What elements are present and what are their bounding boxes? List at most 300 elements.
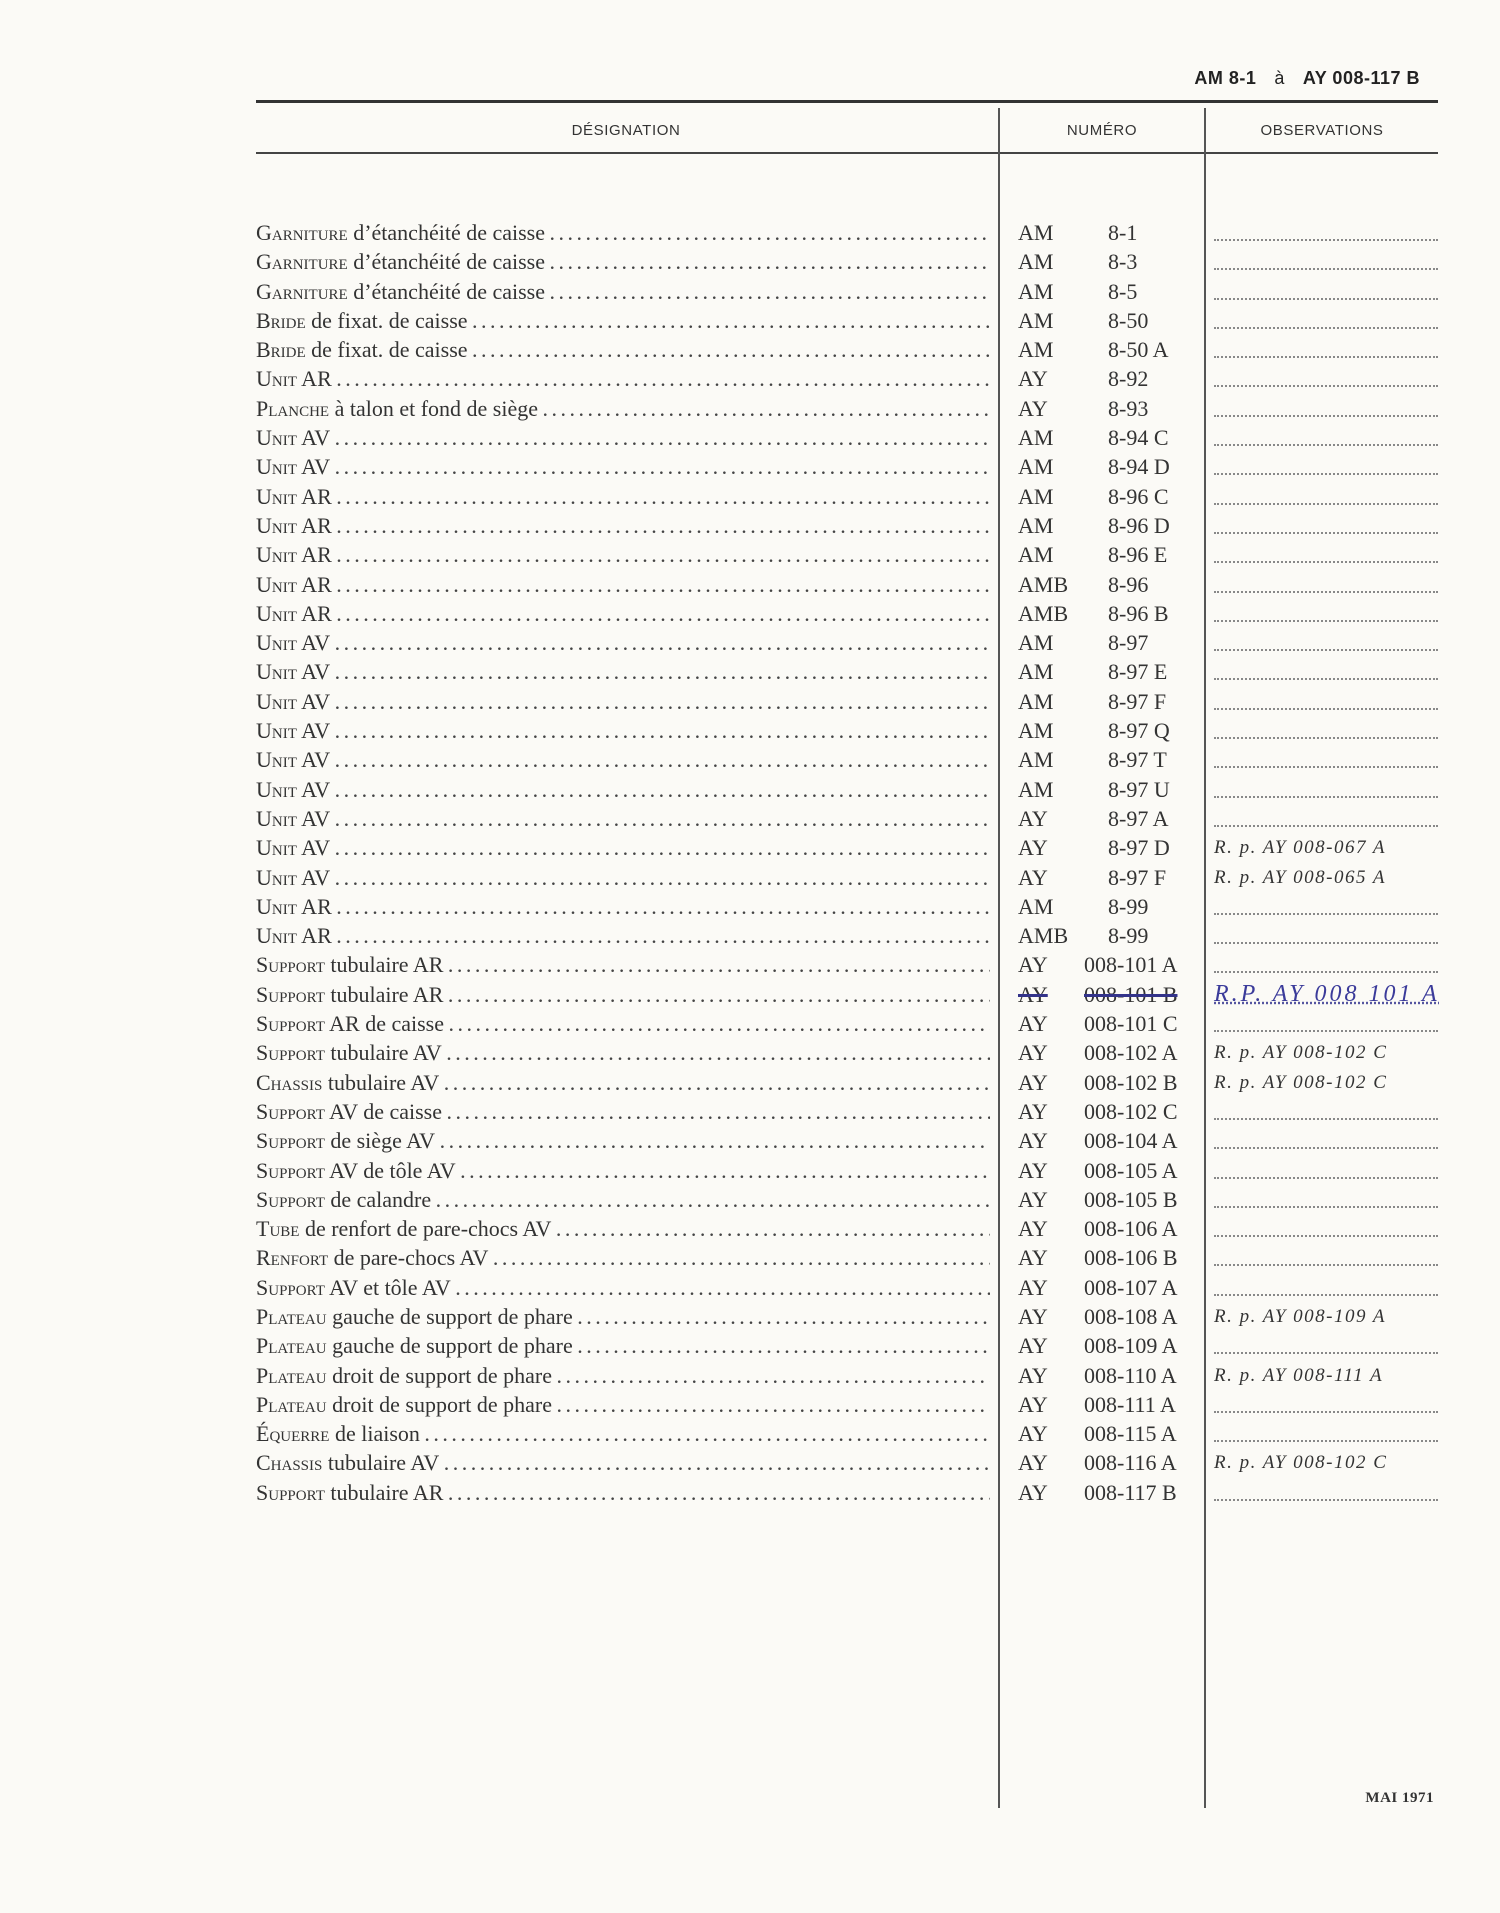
observation-cell [1214, 247, 1438, 270]
designation-part-name: Support [256, 1011, 325, 1037]
numero-reference: 8-5 [1108, 278, 1138, 304]
designation-part-name: Unit [256, 923, 297, 949]
numero-reference: 8-97 [1108, 630, 1149, 656]
designation-part-name: Bride [256, 337, 306, 363]
numero-series: AY [1018, 1245, 1048, 1271]
page-reference [1194, 68, 1420, 89]
designation-part-name: Chassis [256, 1450, 323, 1476]
observation-cell [1214, 599, 1438, 622]
observation-cell [1214, 218, 1438, 241]
table-row [256, 1390, 1438, 1419]
designation-part-name: Tube [256, 1216, 300, 1242]
designation-part-name: Garniture [256, 249, 348, 275]
table-row [256, 1478, 1438, 1507]
numero-series: AY [1018, 1040, 1048, 1066]
designation-detail: AV [296, 630, 331, 656]
designation-part-name: Unit [256, 688, 297, 714]
table-row [256, 335, 1438, 364]
numero-series: AY [1018, 864, 1048, 890]
designation-part-name: Support [256, 1040, 325, 1066]
table-row [256, 657, 1438, 686]
table-row [256, 247, 1438, 276]
designation-part-name: Support [256, 1479, 325, 1505]
table-row [256, 1273, 1438, 1302]
designation-cell [256, 1068, 990, 1097]
table-row [256, 364, 1438, 393]
numero-reference: 008-115 A [1084, 1421, 1177, 1447]
numero-reference: 8-97 Q [1108, 718, 1170, 744]
numero-reference: 008-117 B [1084, 1479, 1177, 1505]
designation-part-name: Unit [256, 542, 297, 568]
observation-cell [1214, 775, 1438, 798]
designation-part-name: Unit [256, 864, 297, 890]
designation-part-name: Unit [256, 630, 297, 656]
observation-cell: R. p. AY 008-111 A [1214, 1364, 1384, 1386]
numero-reference: 008-116 A [1084, 1450, 1177, 1476]
designation-cell [256, 716, 990, 745]
designation-part-name: Unit [256, 718, 297, 744]
numero-series: AY [1018, 1157, 1048, 1183]
designation-detail: gauche de support de phare [326, 1333, 573, 1359]
designation-detail: droit de support de phare [326, 1362, 552, 1388]
numero-series: AMB [1018, 923, 1069, 949]
designation-cell [256, 1243, 990, 1272]
numero-reference: 008-101 B [1084, 981, 1178, 1007]
observation-cell [1214, 628, 1438, 651]
table-row [256, 306, 1438, 335]
designation-detail: de pare-chocs AV [328, 1245, 489, 1271]
numero-reference: 8-97 D [1108, 835, 1170, 861]
numero-series: AM [1018, 542, 1054, 568]
numero-series: AY [1018, 805, 1048, 831]
designation-part-name: Unit [256, 747, 297, 773]
numero-series: AM [1018, 630, 1054, 656]
table-row [256, 921, 1438, 950]
designation-detail: AR [296, 923, 332, 949]
numero-reference: 008-106 B [1084, 1245, 1178, 1271]
designation-cell [256, 804, 990, 833]
designation-detail: AV [296, 776, 331, 802]
designation-detail: droit de support de phare [326, 1391, 552, 1417]
designation-detail: AV [296, 747, 331, 773]
numero-reference: 008-102 B [1084, 1069, 1178, 1095]
table-row [256, 745, 1438, 774]
designation-detail: AV [296, 864, 331, 890]
observation-handwritten-note: R.P. AY 008 101 A [1214, 980, 1440, 1007]
designation-cell [256, 364, 990, 393]
designation-cell [256, 1302, 990, 1331]
designation-detail: d’étanchéité de caisse [347, 249, 545, 275]
parts-table [256, 218, 1438, 1507]
numero-series: AY [1018, 1450, 1048, 1476]
designation-part-name: Support [256, 1274, 325, 1300]
designation-cell [256, 1038, 990, 1067]
designation-detail: gauche de support de phare [326, 1303, 573, 1329]
observation-cell [1214, 1478, 1438, 1501]
designation-cell [256, 247, 990, 276]
table-row [256, 1302, 1438, 1331]
page-ref-start: AM 8-1 [1194, 68, 1257, 88]
observation-cell [1214, 1419, 1438, 1442]
designation-cell [256, 628, 990, 657]
column-header-observations: OBSERVATIONS [1260, 122, 1384, 139]
observation-cell [1214, 1390, 1438, 1413]
observation-cell: R. p. AY 008-102 C [1214, 1042, 1388, 1064]
numero-series: AY [1018, 395, 1048, 421]
observation-cell [1214, 306, 1438, 329]
designation-detail: de calandre [324, 1186, 432, 1212]
table-row [256, 1419, 1438, 1448]
designation-cell [256, 687, 990, 716]
designation-detail: tubulaire AR [324, 981, 444, 1007]
designation-cell [256, 1097, 990, 1126]
numero-series: AY [1018, 1186, 1048, 1212]
numero-reference: 8-99 [1108, 923, 1149, 949]
numero-series: AY [1018, 1479, 1048, 1505]
designation-part-name: Support [256, 1098, 325, 1124]
numero-series: AY [1018, 1333, 1048, 1359]
designation-part-name: Unit [256, 893, 297, 919]
designation-detail: d’étanchéité de caisse [347, 220, 545, 245]
observation-cell [1214, 1331, 1438, 1354]
designation-cell [256, 482, 990, 511]
table-row [256, 394, 1438, 423]
observation-cell [1214, 394, 1438, 417]
table-row [256, 452, 1438, 481]
designation-cell [256, 1156, 990, 1185]
designation-cell [256, 745, 990, 774]
designation-detail: de siège AV [324, 1128, 436, 1154]
designation-cell [256, 980, 990, 1009]
designation-cell [256, 1273, 990, 1302]
numero-reference: 8-96 B [1108, 600, 1169, 626]
table-row [256, 218, 1438, 247]
numero-reference: 008-106 A [1084, 1216, 1178, 1242]
designation-part-name: Unit [256, 659, 297, 685]
table-row [256, 540, 1438, 569]
observation-cell: R. p. AY 008-067 A [1214, 837, 1386, 859]
numero-series: AY [1018, 1098, 1048, 1124]
designation-part-name: Plateau [256, 1303, 327, 1329]
observation-cell [1214, 1185, 1438, 1208]
observation-cell [1214, 1156, 1438, 1179]
table-row [256, 1038, 1438, 1067]
numero-reference: 8-97 A [1108, 805, 1169, 831]
numero-series: AM [1018, 249, 1054, 275]
numero-series: AM [1018, 307, 1054, 333]
table-row [256, 1156, 1438, 1185]
table-row [256, 687, 1438, 716]
designation-part-name: Unit [256, 805, 297, 831]
column-header-numero: NUMÉRO [1066, 122, 1138, 139]
observation-cell: R. p. AY 008-102 C [1214, 1452, 1388, 1474]
numero-series: AY [1018, 1011, 1048, 1037]
table-row [256, 1009, 1438, 1038]
numero-reference: 008-108 A [1084, 1303, 1178, 1329]
observation-cell: R. p. AY 008-065 A [1214, 866, 1386, 888]
designation-part-name: Support [256, 952, 325, 978]
table-row [256, 1361, 1438, 1390]
numero-reference: 8-1 [1108, 220, 1138, 245]
observation-cell [1214, 1009, 1438, 1032]
numero-series: AY [1018, 1362, 1048, 1388]
numero-reference: 008-105 B [1084, 1186, 1178, 1212]
designation-detail: AR [296, 512, 332, 538]
numero-series: AM [1018, 483, 1054, 509]
numero-series: AM [1018, 425, 1054, 451]
designation-detail: AV de tôle AV [324, 1157, 456, 1183]
table-row [256, 511, 1438, 540]
page-ref-separator: à [1274, 68, 1285, 88]
observation-cell [1214, 1214, 1438, 1237]
designation-cell [256, 1214, 990, 1243]
numero-reference: 8-97 F [1108, 688, 1167, 714]
designation-part-name: Support [256, 1186, 325, 1212]
designation-cell [256, 657, 990, 686]
designation-cell [256, 921, 990, 950]
numero-series: AY [1018, 1216, 1048, 1242]
designation-part-name: Unit [256, 512, 297, 538]
numero-series: AY [1018, 981, 1048, 1007]
designation-detail: AR [296, 366, 332, 392]
numero-reference: 8-3 [1108, 249, 1138, 275]
table-row [256, 599, 1438, 628]
numero-series: AMB [1018, 571, 1069, 597]
numero-reference: 008-110 A [1084, 1362, 1177, 1388]
designation-cell [256, 277, 990, 306]
designation-part-name: Unit [256, 483, 297, 509]
numero-series: AM [1018, 454, 1054, 480]
designation-detail: AV [296, 688, 331, 714]
designation-part-name: Plateau [256, 1362, 327, 1388]
numero-reference: 008-111 A [1084, 1391, 1176, 1417]
table-row [256, 716, 1438, 745]
designation-detail: de fixat. de caisse [305, 307, 468, 333]
top-rule [256, 100, 1438, 103]
table-row [256, 892, 1438, 921]
designation-part-name: Unit [256, 454, 297, 480]
designation-detail: AR [296, 600, 332, 626]
numero-series: AM [1018, 776, 1054, 802]
numero-series: AM [1018, 893, 1054, 919]
designation-part-name: Unit [256, 776, 297, 802]
footer-date: MAI 1971 [1365, 1790, 1434, 1806]
designation-cell [256, 394, 990, 423]
numero-series: AM [1018, 747, 1054, 773]
designation-part-name: Plateau [256, 1333, 327, 1359]
numero-series: AMB [1018, 600, 1069, 626]
designation-part-name: Garniture [256, 278, 348, 304]
observation-cell [1214, 511, 1438, 534]
numero-reference: 8-97 U [1108, 776, 1170, 802]
designation-part-name: Unit [256, 835, 297, 861]
table-row [256, 1243, 1438, 1272]
designation-cell [256, 306, 990, 335]
numero-series: AM [1018, 688, 1054, 714]
numero-reference: 8-96 C [1108, 483, 1169, 509]
designation-cell [256, 511, 990, 540]
observation-cell [1214, 1273, 1438, 1296]
numero-reference: 008-101 C [1084, 1011, 1178, 1037]
observation-cell [1214, 335, 1438, 358]
numero-reference: 8-92 [1108, 366, 1149, 392]
observation-cell [1214, 423, 1438, 446]
designation-part-name: Chassis [256, 1069, 323, 1095]
designation-part-name: Unit [256, 600, 297, 626]
designation-cell [256, 599, 990, 628]
numero-series: AY [1018, 952, 1048, 978]
observation-cell [1214, 1126, 1438, 1149]
table-row [256, 1185, 1438, 1214]
numero-series: AY [1018, 1069, 1048, 1095]
table-row [256, 1331, 1438, 1360]
designation-part-name: Support [256, 981, 325, 1007]
designation-cell [256, 1478, 990, 1507]
designation-detail: tubulaire AR [324, 1479, 444, 1505]
header-rule [256, 152, 1438, 154]
observation-cell [1214, 570, 1438, 593]
table-row [256, 1068, 1438, 1097]
numero-reference: 8-93 [1108, 395, 1149, 421]
designation-cell [256, 452, 990, 481]
table-row [256, 980, 1438, 1009]
numero-series: AM [1018, 337, 1054, 363]
numero-reference: 008-105 A [1084, 1157, 1178, 1183]
numero-series: AM [1018, 512, 1054, 538]
table-row [256, 277, 1438, 306]
designation-cell [256, 1185, 990, 1214]
numero-reference: 008-107 A [1084, 1274, 1178, 1300]
designation-detail: tubulaire AR [324, 952, 444, 978]
observation-cell [1214, 657, 1438, 680]
numero-series: AY [1018, 1391, 1048, 1417]
table-row [256, 1097, 1438, 1126]
designation-cell [256, 423, 990, 452]
table-row [256, 1448, 1438, 1477]
numero-reference: 8-99 [1108, 893, 1149, 919]
designation-detail: AV [296, 718, 331, 744]
table-row [256, 833, 1438, 862]
numero-series: AY [1018, 1128, 1048, 1154]
table-row [256, 863, 1438, 892]
table-row [256, 1126, 1438, 1155]
designation-cell [256, 775, 990, 804]
numero-reference: 008-102 C [1084, 1098, 1178, 1124]
numero-reference: 8-96 D [1108, 512, 1170, 538]
table-row [256, 804, 1438, 833]
numero-reference: 8-50 [1108, 307, 1149, 333]
designation-part-name: Renfort [256, 1245, 329, 1271]
numero-series: AM [1018, 718, 1054, 744]
designation-detail: AV [296, 659, 331, 685]
numero-series: AM [1018, 220, 1054, 245]
observation-cell [1214, 745, 1438, 768]
observation-cell [1214, 1097, 1438, 1120]
designation-part-name: Garniture [256, 220, 348, 245]
observation-cell [1214, 950, 1438, 973]
designation-detail: de fixat. de caisse [305, 337, 468, 363]
designation-detail: AV [296, 425, 331, 451]
designation-detail: AV de caisse [324, 1098, 442, 1124]
designation-part-name: Équerre [256, 1421, 330, 1447]
table-row [256, 1214, 1438, 1243]
designation-cell [256, 950, 990, 979]
observation-cell [1214, 804, 1438, 827]
table-row [256, 775, 1438, 804]
column-header-designation: DÉSIGNATION [571, 122, 681, 139]
numero-reference: 008-104 A [1084, 1128, 1178, 1154]
designation-cell [256, 833, 990, 862]
observation-cell [1214, 482, 1438, 505]
designation-cell [256, 1361, 990, 1390]
designation-cell [256, 335, 990, 364]
designation-cell [256, 570, 990, 599]
table-row [256, 482, 1438, 511]
designation-part-name: Unit [256, 366, 297, 392]
page-ref-end: AY 008-117 B [1302, 68, 1420, 88]
observation-cell [1214, 716, 1438, 739]
observation-cell [1214, 452, 1438, 475]
designation-cell [256, 863, 990, 892]
numero-reference: 008-101 A [1084, 952, 1178, 978]
designation-cell [256, 1448, 990, 1477]
designation-detail: AR [296, 542, 332, 568]
designation-detail: AV [296, 835, 331, 861]
numero-series: AY [1018, 1274, 1048, 1300]
numero-series: AY [1018, 1303, 1048, 1329]
designation-cell [256, 1126, 990, 1155]
designation-detail: AV [296, 454, 331, 480]
observation-cell [1214, 687, 1438, 710]
designation-detail: tubulaire AV [324, 1040, 442, 1066]
numero-reference: 8-97 T [1108, 747, 1167, 773]
numero-reference: 8-97 F [1108, 864, 1167, 890]
numero-reference: 8-97 E [1108, 659, 1168, 685]
designation-part-name: Support [256, 1128, 325, 1154]
designation-cell [256, 1390, 990, 1419]
designation-detail: AR de caisse [324, 1011, 445, 1037]
designation-detail: AR [296, 893, 332, 919]
designation-part-name: Unit [256, 571, 297, 597]
designation-detail: AV [296, 805, 331, 831]
designation-cell [256, 540, 990, 569]
designation-detail: AV et tôle AV [324, 1274, 451, 1300]
designation-part-name: Bride [256, 307, 306, 333]
observation-cell [1214, 277, 1438, 300]
observation-cell: R. p. AY 008-102 C [1214, 1071, 1388, 1093]
numero-reference: 8-94 C [1108, 425, 1169, 451]
numero-series: AY [1018, 835, 1048, 861]
designation-part-name: Planche [256, 395, 330, 421]
observation-cell [1214, 540, 1438, 563]
numero-reference: 008-109 A [1084, 1333, 1178, 1359]
numero-reference: 8-96 [1108, 571, 1149, 597]
observation-cell: R. p. AY 008-109 A [1214, 1305, 1386, 1327]
numero-series: AM [1018, 659, 1054, 685]
designation-part-name: Support [256, 1157, 325, 1183]
numero-series: AM [1018, 278, 1054, 304]
numero-reference: 8-96 E [1108, 542, 1168, 568]
designation-cell [256, 892, 990, 921]
table-row [256, 628, 1438, 657]
designation-detail: tubulaire AV [322, 1450, 440, 1476]
table-row [256, 950, 1438, 979]
numero-reference: 008-102 A [1084, 1040, 1178, 1066]
designation-cell [256, 1331, 990, 1360]
designation-detail: tubulaire AV [322, 1069, 440, 1095]
observation-cell [1214, 1243, 1438, 1266]
designation-detail: à talon et fond de siège [329, 395, 539, 421]
